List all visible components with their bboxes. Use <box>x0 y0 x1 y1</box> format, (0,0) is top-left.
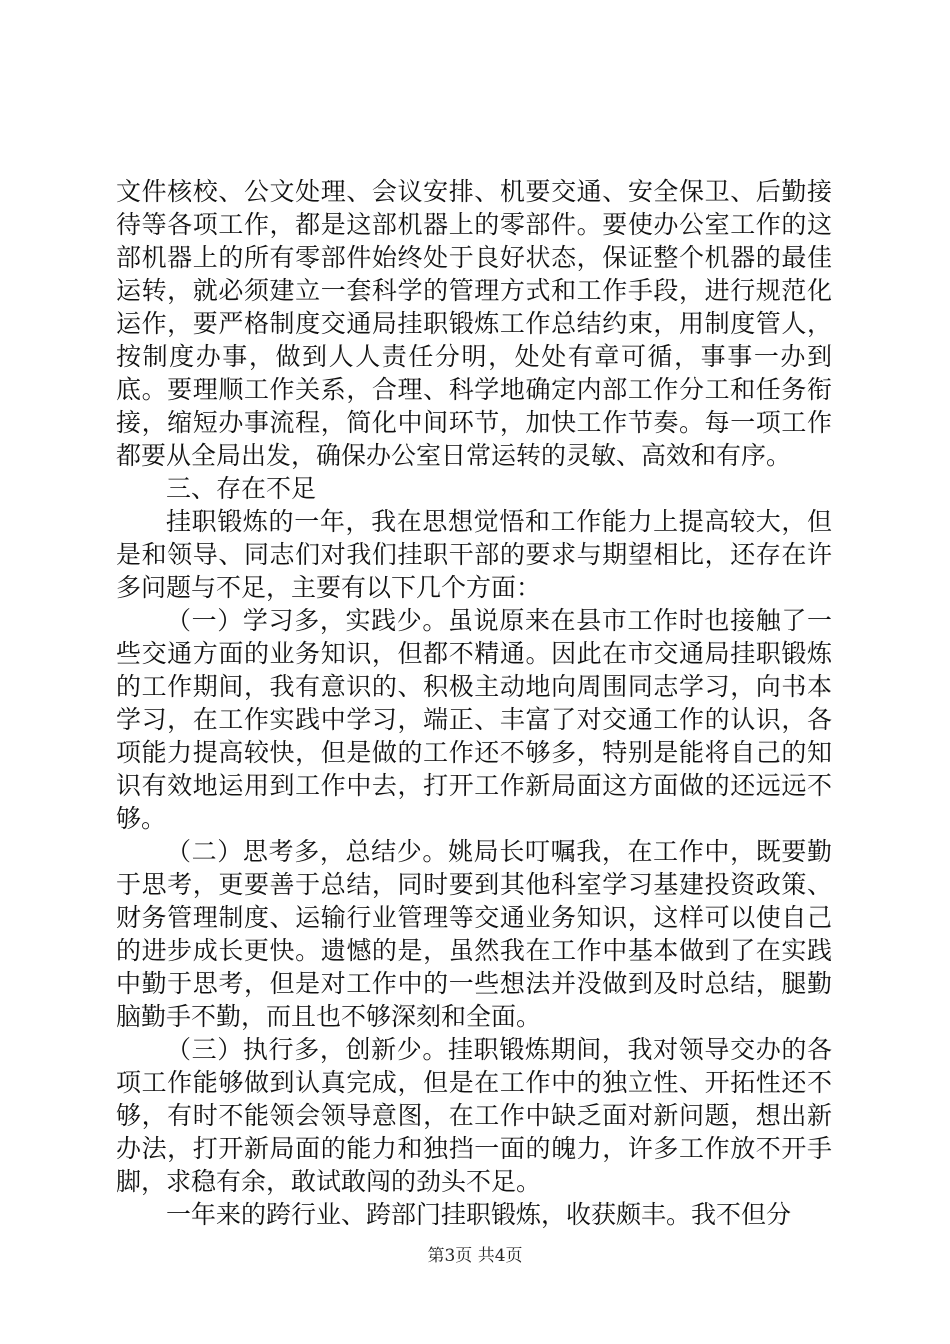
document-body <box>116 175 832 1231</box>
page-number-footer: 第3页 共4页 <box>427 1246 523 1266</box>
paragraph-closing: 一年来的跨行业、跨部门挂职锻炼，收获颇丰。我不但分 <box>166 1200 792 1229</box>
paragraph-shortcomings-intro: 挂职锻炼的一年，我在思想觉悟和工作能力上提高较大，但是和领导、同志们对我们挂职干部的要求与期望相比，还存在许多问题与不足，主要有以下几个方面： <box>116 507 832 602</box>
paragraph-point-one: （一）学习多，实践少。虽说原来在县市工作时也接触了一些交通方面的业务知识，但都不精通。因此在市交通局挂职锻炼的工作期间，我有意识的、积极主动地向周围同志学习，向书本学习，在工作实践中学习，端正、丰富了对交通工作的认识，各项能力提高较快，但是做的工作还不够多，特别是能将自己的知识有效地运用到工作中去，打开工作新局面这方面做的还远远不够。 <box>116 606 832 833</box>
paragraph-office-operation: 文件核校、公文处理、会议安排、机要交通、安全保卫、后勤接待等各项工作，都是这部机器上的零部件。要使办公室工作的这部机器上的所有零部件始终处于良好状态，保证整个机器的最佳运转，就必须建立一套科学的管理方式和工作手段，进行规范化运作，要严格制度交通局挂职锻炼工作总结约束，用制度管人，按制度办事，做到人人责任分明，处处有章可循，事事一办到底。要理顺工作关系，合理、科学地确定内部工作分工和任务衔接，缩短办事流程，简化中间环节，加快工作节奏。每一项工作都要从全局出发，确保办公室日常运转的灵敏、高效和有序。 <box>116 177 832 470</box>
paragraph-point-three: （三）执行多，创新少。挂职锻炼期间，我对领导交办的各项工作能够做到认真完成，但是在工作中的独立性、开拓性还不够，有时不能领会领导意图，在工作中缺乏面对新问题，想出新办法，打开新局面的能力和独挡一面的魄力，许多工作放不开手脚，求稳有余，敢试敢闯的劲头不足。 <box>116 1035 832 1196</box>
paragraph-point-two: （二）思考多，总结少。姚局长叮嘱我，在工作中，既要勤于思考，更要善于总结，同时要到其他科室学习基建投资政策、财务管理制度、运输行业管理等交通业务知识，这样可以使自己的进步成长更快。遗憾的是，虽然我在工作中基本做到了在实践中勤于思考，但是对工作中的一些想法并没做到及时总结，腿勤脑勤手不勤，而且也不够深刻和全面。 <box>116 837 832 1031</box>
section-heading-shortcomings: 三、存在不足 <box>166 474 317 503</box>
